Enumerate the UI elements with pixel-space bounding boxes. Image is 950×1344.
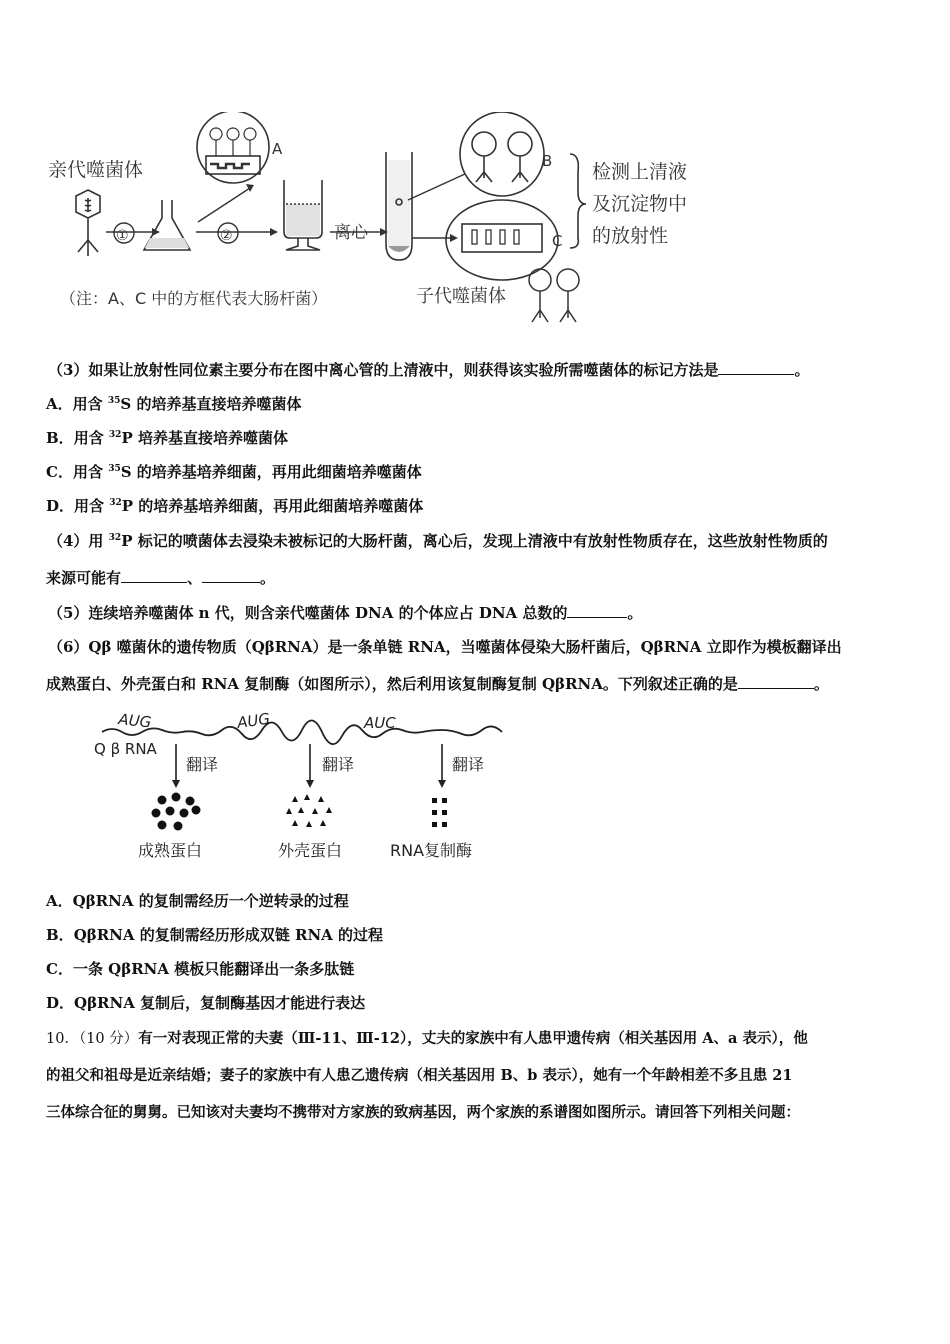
question-10-line3: 三体综合征的舅舅。已知该对夫妻均不携带对方家族的致病基因，两个家族的系谱图如图所示。请回答下列相关问题： [46,1104,800,1121]
question-10-line2: 的祖父和祖母是近亲结婚；妻子的家族中有人患乙遗传病（相关基因用 B、b 表示），她有一个年龄相差不多且患 21 [46,1067,793,1084]
zoom-circle-C [446,200,558,280]
label-A: A [272,140,283,158]
offspring-label: 子代噬菌体 [416,286,506,307]
q3-option-a: A．用含 $^{35}$S 的培养基直接培养噬菌体 [46,395,302,413]
product-label-3: RNA复制酶 [390,841,473,860]
q3-option-b: B．用含 $^{32}$P 培养基直接培养噬菌体 [46,429,288,447]
answer-blank [121,568,187,583]
question-5: （5）连续培养噬菌体 n 代，则含亲代噬菌体 DNA 的个体应占 DNA 总数的 。 [48,604,643,622]
q3-option-d: D．用含 $^{32}$P 的培养基培养细菌，再用此细菌培养噬菌体 [46,497,424,515]
offspring-phage-icon [529,269,579,322]
product-label-2: 外壳蛋白 [278,841,343,860]
question-6-line2: 成熟蛋白、外壳蛋白和 RNA 复制酶（如图所示），然后利用该复制酶复制 QβRNA。下列叙述正确的是 。 [46,675,829,693]
translate-arrow-3 [438,744,446,788]
translate-arrow-1 [172,744,180,788]
qbeta-rna-figure [92,700,522,872]
translate-arrow-2 [306,744,314,788]
answer-blank [718,360,794,375]
question-4-line1: （4）用 $^{32}$P 标记的喷菌体去浸染未被标记的大肠杆菌，离心后，发现上清液中有放射性物质存在，这些放射性物质的 [48,532,828,550]
parent-phage-icon [76,190,100,256]
translate-label-2: 翻译 [322,755,355,774]
label-C: C [552,232,563,250]
beaker-icon [284,180,322,250]
q3-option-c: C．用含 $^{35}$S 的培养基培养细菌，再用此细菌培养噬菌体 [46,463,422,481]
centrifuge-label: 离心 [334,223,368,243]
zoom-circle-A [197,112,269,183]
codon-1: AUG [117,710,153,732]
step2-label: ② [220,228,233,244]
rna-strand [102,720,502,744]
note-label: （注：A、C 中的方框代表大肠杆菌） [60,289,328,308]
q6-option-d: D．QβRNA 复制后，复制酶基因才能进行表达 [46,994,366,1012]
detect-line3: 的放射性 [592,225,669,247]
question-4-line2: 来源可能有 、 。 [46,569,276,587]
answer-blank [202,568,260,583]
rna-label: Q β RNA [94,740,157,758]
rna-replicase-squares [432,798,447,827]
question-10-line1: 10．（10 分）有一对表现正常的夫妻（Ⅲ-11、Ⅲ-12），丈夫的家族中有人患甲遗传病（相关基因用 A、a 表示），他 [46,1030,808,1047]
flask-icon [144,200,190,250]
step1-label: ① [116,228,129,244]
zoom-circle-B [460,112,544,196]
question-6-line1: （6）Qβ 噬菌休的遗传物质（QβRNA）是一条单链 RNA，当噬菌体侵染大肠杆菌后，QβRNA 立即作为模板翻译出 [48,638,842,656]
answer-blank [738,674,814,689]
answer-blank [567,603,627,618]
q6-option-b: B．QβRNA 的复制需经历形成双链 RNA 的过程 [46,926,384,944]
product-label-1: 成熟蛋白 [138,841,203,860]
translate-label-1: 翻译 [186,755,219,774]
detect-line1: 检测上清液 [592,161,688,183]
brace-icon [570,154,586,248]
detect-line2: 及沉淀物中 [592,193,688,215]
parent-phage-label: 亲代噬菌体 [48,159,144,181]
q6-option-a: A．QβRNA 的复制需经历一个逆转录的过程 [46,892,349,910]
q6-option-c: C．一条 QβRNA 模板只能翻译出一条多肽链 [46,960,355,978]
codon-2: AUG [236,709,272,732]
phage-experiment-figure [40,112,720,332]
mature-protein-dots [152,793,201,831]
coat-protein-triangles [286,794,332,827]
label-B: B [542,152,553,170]
codon-3: AUC [364,714,396,732]
test-tube-icon [386,152,412,260]
translate-label-3: 翻译 [452,755,485,774]
question-3-stem: （3）如果让放射性同位素主要分布在图中离心管的上清液中，则获得该实验所需噬菌体的标记方法是 。 [48,361,810,379]
